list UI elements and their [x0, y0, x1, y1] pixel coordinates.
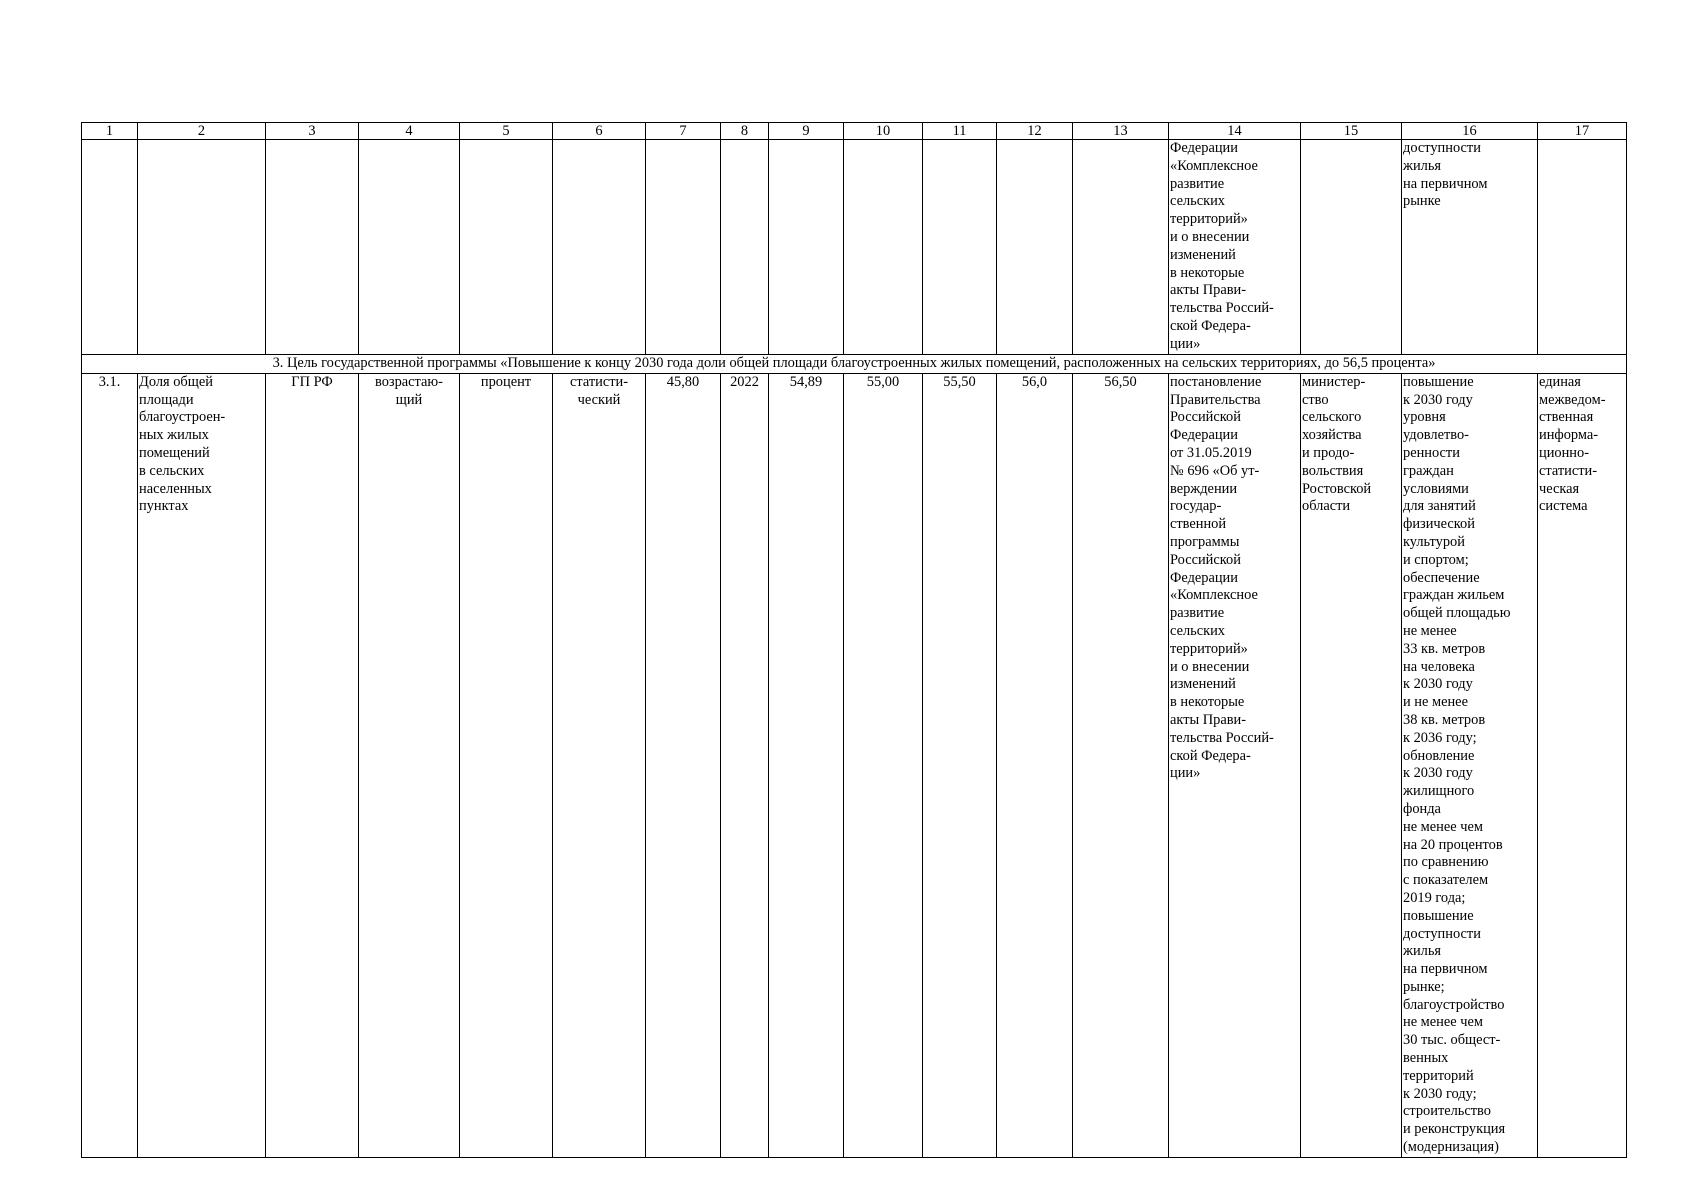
col-number: 9 — [769, 123, 844, 140]
continuation-row — [82, 140, 1627, 355]
indicator-row-3-1 — [82, 373, 1627, 1157]
col-number: 15 — [1301, 123, 1402, 140]
indicator-level: ГП РФ — [266, 373, 359, 1157]
legal-basis-cell: постановление Правительства Российской Федерации от 31.05.2019 № 696 «Об ут- верждении государ- ственной программы Российской Федерации «Комплексное развитие сельских территорий» и о внесении изменений в некоторые акты Прави- тельства Россий- ской Федера- ции» — [1169, 373, 1301, 1157]
col-number: 13 — [1073, 123, 1169, 140]
indicator-name: Доля общей площади благоустроен- ных жилых помещений в сельских населенных пунктах — [138, 373, 266, 1157]
col-number: 12 — [997, 123, 1073, 140]
row-number: 3.1. — [82, 373, 138, 1157]
indicator-type: статисти- ческий — [553, 373, 646, 1157]
empty-cell — [769, 140, 844, 355]
col-number: 16 — [1402, 123, 1538, 140]
col-number: 2 — [138, 123, 266, 140]
empty-cell — [721, 140, 769, 355]
empty-cell — [460, 140, 553, 355]
col-number: 5 — [460, 123, 553, 140]
base-value: 45,80 — [646, 373, 721, 1157]
col-number: 10 — [844, 123, 923, 140]
empty-cell — [997, 140, 1073, 355]
information-system-cell: единая межведом- ственная информа- ционно- статисти- ческая система — [1538, 373, 1627, 1157]
empty-cell — [923, 140, 997, 355]
value-cell: 55,50 — [923, 373, 997, 1157]
empty-cell — [266, 140, 359, 355]
empty-cell — [138, 140, 266, 355]
legal-basis-cell: Федерации «Комплексное развитие сельских территорий» и о внесении изменений в некоторые акты Прави- тельства Россий- ской Федера- ции» — [1169, 140, 1301, 355]
empty-cell — [1301, 140, 1402, 355]
col-number: 1 — [82, 123, 138, 140]
empty-cell — [646, 140, 721, 355]
expected-result-cell: повышение к 2030 году уровня удовлетво- ренности граждан условиями для занятий физической культурой и спортом; обеспечение граждан жильем общей площадью не менее 33 кв. метров на человека к 2030 году и не менее 38 кв. метров к 2036 году; обновление к 2030 году жилищного фонда не менее чем на 20 процентов по сравнению с показателем 2019 года; повышение доступности жилья на первичном рынке; благоустройство не менее чем 30 тыс. общест- венных территорий к 2030 году; строительство и реконструкция (модернизация) — [1402, 373, 1538, 1157]
value-cell: 56,0 — [997, 373, 1073, 1157]
col-number: 17 — [1538, 123, 1627, 140]
indicators-table — [81, 122, 1627, 1158]
value-cell: 55,00 — [844, 373, 923, 1157]
goal-heading: 3. Цель государственной программы «Повышение к концу 2030 года доли общей площади благоустроенных жилых помещений, расположенных на сельских территориях, до 56,5 процента» — [82, 355, 1627, 374]
value-cell: 54,89 — [769, 373, 844, 1157]
empty-cell — [844, 140, 923, 355]
indicator-trend: возрастаю- щий — [359, 373, 460, 1157]
expected-result-cell: доступности жилья на первичном рынке — [1402, 140, 1538, 355]
base-year: 2022 — [721, 373, 769, 1157]
empty-cell — [1073, 140, 1169, 355]
empty-cell — [359, 140, 460, 355]
col-number: 4 — [359, 123, 460, 140]
empty-cell — [553, 140, 646, 355]
col-number: 6 — [553, 123, 646, 140]
col-number: 7 — [646, 123, 721, 140]
unit-of-measure: процент — [460, 373, 553, 1157]
empty-cell — [1538, 140, 1627, 355]
responsible-body-cell: министер- ство сельского хозяйства и продо- вольствия Ростовской области — [1301, 373, 1402, 1157]
col-number: 8 — [721, 123, 769, 140]
goal-row — [82, 355, 1627, 374]
empty-cell — [82, 140, 138, 355]
col-number: 3 — [266, 123, 359, 140]
col-number: 14 — [1169, 123, 1301, 140]
col-number: 11 — [923, 123, 997, 140]
value-cell: 56,50 — [1073, 373, 1169, 1157]
column-number-row — [82, 123, 1627, 140]
